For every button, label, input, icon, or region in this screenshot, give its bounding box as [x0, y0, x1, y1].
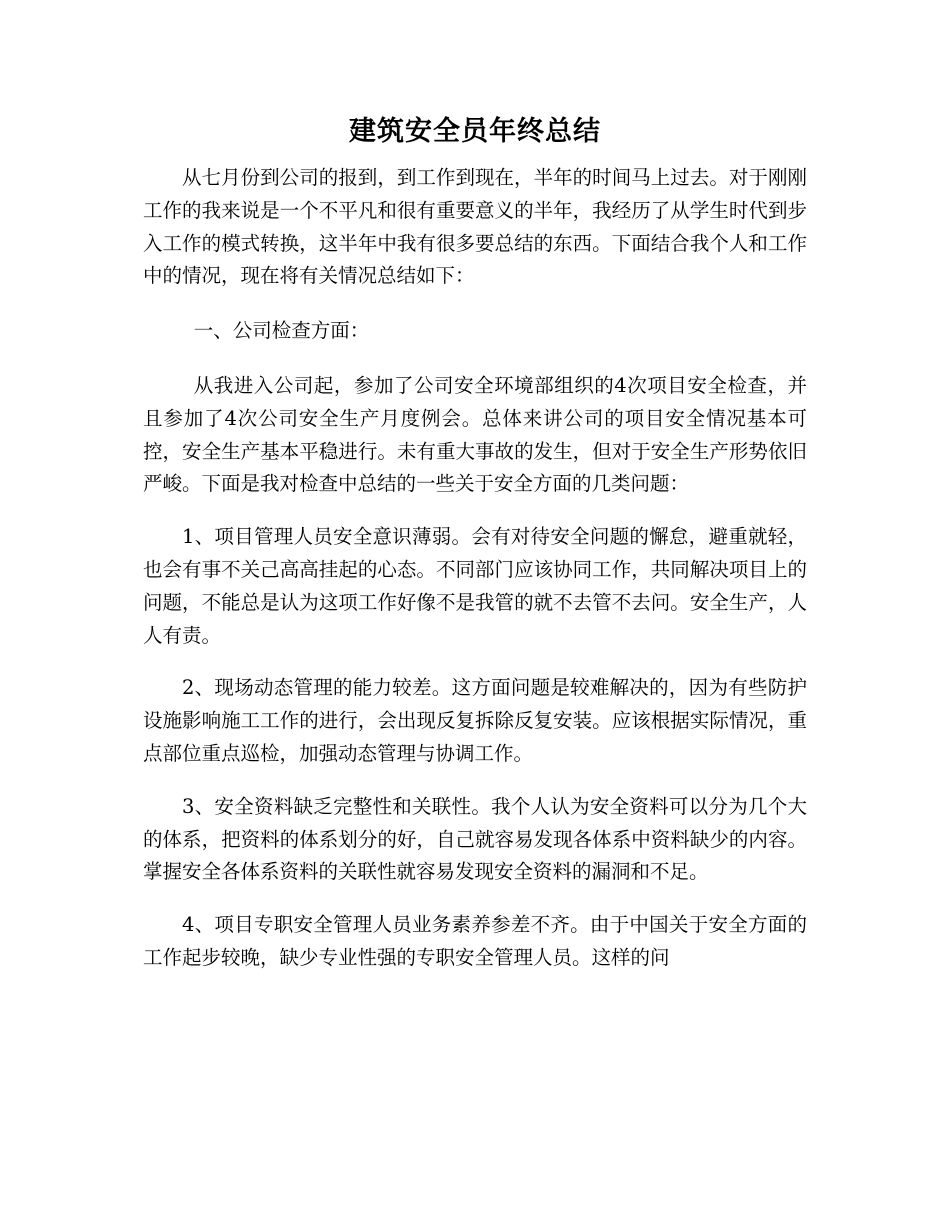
paragraph-intro: 从七月份到公司的报到，到工作到现在，半年的时间马上过去。对于刚刚工作的我来说是一个不平凡和很有重要意义的半年，我经历了从学生时代到步入工作的模式转换，这半年中我有很多要总结的东西。下面结合我个人和工作中的情况，现在将有关情况总结如下： [143, 166, 807, 288]
document-title: 建筑安全员年终总结 [349, 116, 601, 147]
document-body [143, 162, 807, 995]
paragraph-issue-4: 4、项目专职安全管理人员业务素养参差不齐。由于中国关于安全方面的工作起步较晚，缺少专业性强的专职安全管理人员。这样的问 [143, 913, 807, 969]
paragraph-issue-3: 3、安全资料缺乏完整性和关联性。我个人认为安全资料可以分为几个大的体系，把资料的体系划分的好，自己就容易发现各体系中资料缺少的内容。掌握安全各体系资料的关联性就容易发现安全资料的漏洞和不足。 [143, 794, 807, 884]
paragraph-issue-2: 2、现场动态管理的能力较差。这方面问题是较难解决的，因为有些防护设施影响施工工作的进行，会出现反复拆除反复安装。应该根据实际情况，重点部位重点巡检，加强动态管理与协调工作。 [143, 676, 807, 765]
section-heading-company-inspection: 一、公司检查方面： [193, 319, 370, 343]
paragraph-issue-1: 1、项目管理人员安全意识薄弱。会有对待安全问题的懈怠，避重就轻，也会有事不关己高高挂起的心态。不同部门应该协同工作，共同解决项目上的问题，不能总是认为这项工作好像不是我管的就不去管不去问。安全生产，人人有责。 [143, 525, 807, 647]
paragraph-inspection-summary: 从我进入公司起，参加了公司安全环境部组织的4次项目安全检查，并且参加了4次公司安全生产月度例会。总体来讲公司的项目安全情况基本可控，安全生产基本平稳进行。未有重大事故的发生，但对于安全生产形势依旧严峻。下面是我对检查中总结的一些关于安全方面的几类问题： [143, 373, 807, 496]
